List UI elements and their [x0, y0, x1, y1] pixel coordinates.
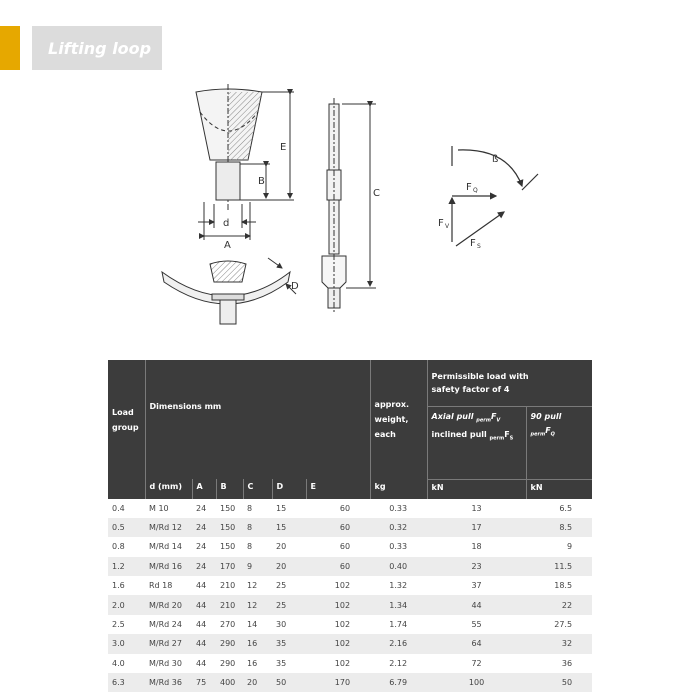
cell-dim-a: 44 [192, 595, 216, 614]
unit-kg: kg [370, 479, 427, 499]
cell-dim-c: 20 [243, 673, 272, 692]
cell-weight: 1.74 [370, 615, 427, 634]
cell-thread-size: M/Rd 36 [145, 673, 192, 692]
cell-dim-a: 24 [192, 557, 216, 576]
label-fs-sub: S [477, 243, 481, 250]
cell-axial-load: 100 [427, 673, 526, 692]
cell-axial-load: 37 [427, 576, 526, 595]
cell-weight: 0.32 [370, 518, 427, 537]
cell-dim-c: 16 [243, 654, 272, 673]
cell-dim-e: 60 [306, 499, 370, 518]
cell-axial-load: 55 [427, 615, 526, 634]
cell-dim-e: 60 [306, 557, 370, 576]
cell-dim-a: 44 [192, 615, 216, 634]
table-row [108, 537, 592, 556]
cell-thread-size: M/Rd 20 [145, 595, 192, 614]
cell-thread-size: M/Rd 16 [145, 557, 192, 576]
cell-dim-c: 8 [243, 518, 272, 537]
cell-load-group: 1.2 [108, 557, 145, 576]
cell-thread-size: M/Rd 12 [145, 518, 192, 537]
cell-dim-e: 102 [306, 615, 370, 634]
cell-axial-load: 64 [427, 634, 526, 653]
cell-weight: 0.33 [370, 537, 427, 556]
cell-weight: 0.40 [370, 557, 427, 576]
label-fs: F [470, 238, 476, 249]
cell-dim-d: 25 [272, 576, 306, 595]
unit-b: B [216, 479, 243, 499]
cell-load-group: 0.4 [108, 499, 145, 518]
cell-dim-d: 30 [272, 615, 306, 634]
cell-dim-d: 35 [272, 654, 306, 673]
cell-ninety-load: 50 [526, 673, 592, 692]
label-d: D [291, 281, 299, 292]
cell-dim-b: 150 [216, 518, 243, 537]
cell-axial-load: 72 [427, 654, 526, 673]
cell-dim-a: 24 [192, 499, 216, 518]
cell-dim-a: 24 [192, 537, 216, 556]
cell-dim-d: 50 [272, 673, 306, 692]
cell-dim-c: 8 [243, 499, 272, 518]
label-c: C [373, 188, 380, 199]
page-title: Lifting loop [48, 38, 152, 58]
table-row [108, 518, 592, 537]
cell-weight: 0.33 [370, 499, 427, 518]
cell-dim-b: 290 [216, 634, 243, 653]
cell-load-group: 2.5 [108, 615, 145, 634]
cell-dim-e: 102 [306, 576, 370, 595]
cell-dim-c: 16 [243, 634, 272, 653]
cell-dim-c: 12 [243, 576, 272, 595]
label-b: B [258, 176, 265, 187]
cell-dim-d: 20 [272, 557, 306, 576]
unit-c: C [243, 479, 272, 499]
cell-dim-d: 35 [272, 634, 306, 653]
cell-axial-load: 23 [427, 557, 526, 576]
cell-thread-size: Rd 18 [145, 576, 192, 595]
cell-dim-b: 290 [216, 654, 243, 673]
cell-ninety-load: 27.5 [526, 615, 592, 634]
table-row [108, 595, 592, 614]
front-view [196, 84, 294, 240]
table-row [108, 634, 592, 653]
cell-dim-d: 20 [272, 537, 306, 556]
cell-thread-size: M/Rd 30 [145, 654, 192, 673]
cell-dim-e: 170 [306, 673, 370, 692]
cell-dim-c: 9 [243, 557, 272, 576]
spec-table [108, 360, 592, 692]
cell-thread-size: M/Rd 24 [145, 615, 192, 634]
label-d-small: d [223, 218, 230, 229]
header-dimensions: Dimensions mm [145, 360, 370, 479]
cell-dim-c: 8 [243, 537, 272, 556]
cell-dim-d: 25 [272, 595, 306, 614]
header-permissible-load: Permissible load with safety factor of 4 [427, 360, 592, 407]
cell-dim-e: 102 [306, 654, 370, 673]
unit-a: A [192, 479, 216, 499]
unit-kn-axial: kN [427, 479, 526, 499]
cell-load-group: 1.6 [108, 576, 145, 595]
cell-load-group: 4.0 [108, 654, 145, 673]
side-view [322, 98, 376, 312]
cell-ninety-load: 6.5 [526, 499, 592, 518]
cell-dim-d: 15 [272, 518, 306, 537]
label-fv: F [438, 218, 444, 229]
cell-ninety-load: 18.5 [526, 576, 592, 595]
label-a: A [224, 240, 231, 251]
cell-ninety-load: 22 [526, 595, 592, 614]
label-e: E [280, 142, 287, 153]
table-row [108, 499, 592, 518]
unit-blank [108, 479, 145, 499]
unit-d: d (mm) [145, 479, 192, 499]
cell-weight: 1.34 [370, 595, 427, 614]
cell-ninety-load: 11.5 [526, 557, 592, 576]
cell-load-group: 0.8 [108, 537, 145, 556]
cell-weight: 2.16 [370, 634, 427, 653]
cell-thread-size: M 10 [145, 499, 192, 518]
cell-axial-load: 44 [427, 595, 526, 614]
table-row [108, 576, 592, 595]
cell-load-group: 0.5 [108, 518, 145, 537]
table-row [108, 557, 592, 576]
table-row [108, 673, 592, 692]
cell-dim-a: 44 [192, 634, 216, 653]
label-angle: ß [492, 154, 499, 165]
unit-dd: D [272, 479, 306, 499]
cell-ninety-load: 32 [526, 634, 592, 653]
cell-dim-d: 15 [272, 499, 306, 518]
cell-dim-b: 210 [216, 576, 243, 595]
cell-dim-e: 60 [306, 537, 370, 556]
table-row [108, 654, 592, 673]
table-row [108, 615, 592, 634]
cell-load-group: 3.0 [108, 634, 145, 653]
cell-dim-e: 60 [306, 518, 370, 537]
cell-axial-load: 18 [427, 537, 526, 556]
cell-dim-b: 210 [216, 595, 243, 614]
cell-dim-b: 150 [216, 499, 243, 518]
cell-dim-b: 150 [216, 537, 243, 556]
cell-weight: 1.32 [370, 576, 427, 595]
cell-dim-a: 44 [192, 576, 216, 595]
unit-kn-90: kN [526, 479, 592, 499]
cell-axial-load: 13 [427, 499, 526, 518]
cell-thread-size: M/Rd 14 [145, 537, 192, 556]
cell-load-group: 6.3 [108, 673, 145, 692]
label-fq-sub: Q [473, 187, 478, 194]
cell-dim-c: 14 [243, 615, 272, 634]
cell-dim-b: 400 [216, 673, 243, 692]
label-fq: F [466, 182, 472, 193]
cell-axial-load: 17 [427, 518, 526, 537]
cell-thread-size: M/Rd 27 [145, 634, 192, 653]
cell-weight: 6.79 [370, 673, 427, 692]
cell-ninety-load: 9 [526, 537, 592, 556]
header-load-group: Load group [108, 360, 145, 479]
cell-dim-e: 102 [306, 634, 370, 653]
bottom-view [162, 258, 296, 324]
header-weight: approx. weight, each [370, 360, 427, 479]
header-90-pull: 90 pull $_{perm}F_Q$ [526, 407, 592, 479]
cell-dim-a: 75 [192, 673, 216, 692]
cell-dim-b: 270 [216, 615, 243, 634]
cell-dim-a: 44 [192, 654, 216, 673]
cell-dim-e: 102 [306, 595, 370, 614]
cell-dim-b: 170 [216, 557, 243, 576]
cell-load-group: 2.0 [108, 595, 145, 614]
label-fv-sub: V [445, 223, 450, 230]
cell-dim-c: 12 [243, 595, 272, 614]
cell-ninety-load: 36 [526, 654, 592, 673]
header-axial-pull: Axial pull $_{perm}F_V$ inclined pull $_{perm}F_S$ [427, 407, 526, 479]
cell-weight: 2.12 [370, 654, 427, 673]
cell-dim-a: 24 [192, 518, 216, 537]
unit-e: E [306, 479, 370, 499]
cell-ninety-load: 8.5 [526, 518, 592, 537]
